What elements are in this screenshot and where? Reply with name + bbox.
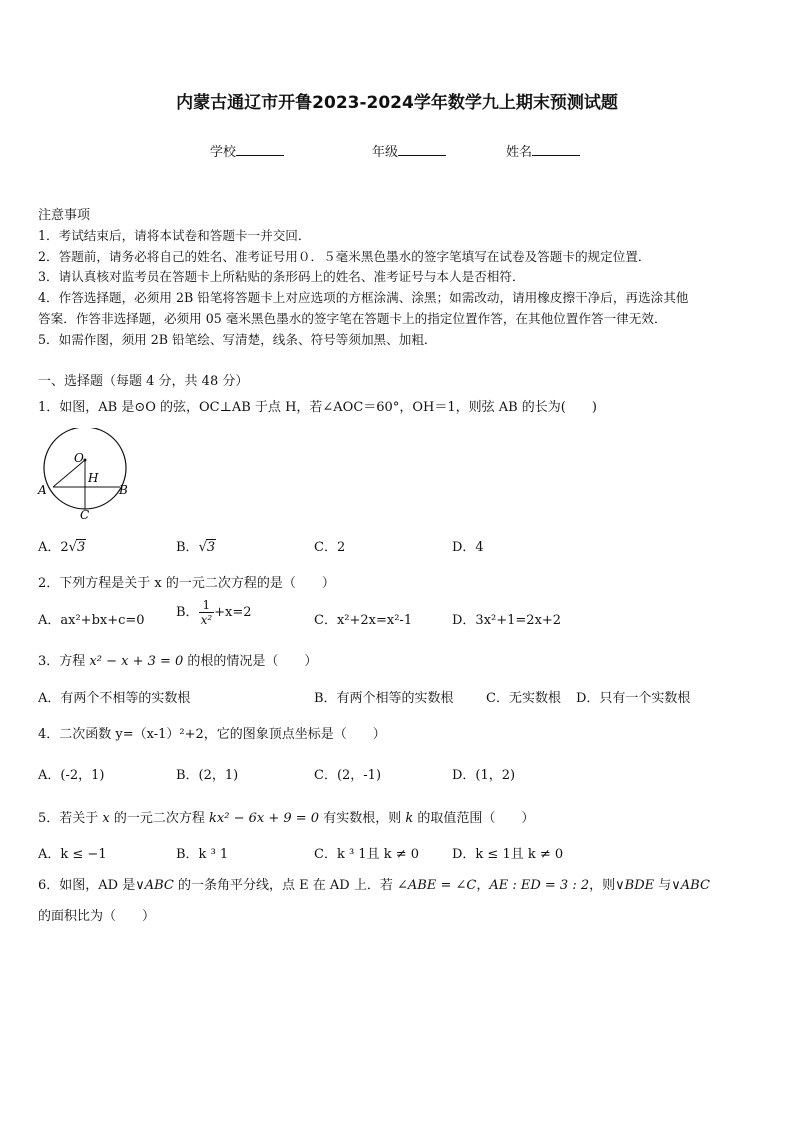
stem-text: 与 (654, 878, 672, 893)
equation: x² − x + 3 = 0 (89, 654, 184, 669)
label-c: C (80, 508, 90, 522)
question-4-option-c: C．(2，-1) (314, 768, 382, 783)
radical-sign: √ (198, 540, 207, 555)
label-a: A (38, 483, 47, 497)
question-2-option-d: D．3x²+1=2x+2 (452, 613, 562, 628)
question-4-option-a: A．(-2，1) (38, 768, 105, 783)
notice-item: 3．请认真核对监考员在答题卡上所粘贴的条形码上的姓名、准考证号与本人是否相符． (38, 269, 525, 284)
option-text: A．2 (38, 540, 69, 555)
question-2-option-b (176, 598, 252, 627)
question-1-option-c: C．2 (314, 540, 346, 555)
school-blank (236, 143, 284, 156)
question-5-option-a: A．k ≤ −1 (38, 847, 107, 862)
name-blank (532, 143, 580, 156)
grade-label: 年级 (372, 145, 399, 160)
notice-heading: 注意事项 (38, 208, 91, 223)
triangle-bde: ∨BDE (615, 878, 655, 893)
grade-field (372, 141, 446, 160)
radicand: 3 (76, 540, 86, 555)
angle-equation: ∠ABE = ∠C (396, 878, 477, 893)
question-6-stem-line-2: 的面积比为（ ） (38, 909, 156, 924)
point-o (84, 459, 87, 462)
stem-text: 5．若关于 (38, 811, 103, 826)
option-text: +x=2 (214, 605, 252, 620)
question-1-option-a (38, 536, 86, 555)
option-text: B． (176, 540, 199, 555)
name-field (506, 141, 580, 160)
question-2-stem: 2．下列方程是关于 x 的一元二次方程的是（ ） (38, 576, 335, 591)
notice-item: 4．作答选择题，必须用 2B 铅笔将答题卡上对应选项的方框涂满、涂黑；如需改动，请用橡皮擦干净后，再选涂其他 (38, 290, 689, 305)
stem-text: 6．如图，AD 是 (38, 878, 136, 893)
stem-text: 的一条角平分线，点 E 在 AD 上．若 (173, 878, 397, 893)
variable: k (405, 811, 414, 826)
stem-text: 的根的情况是（ ） (183, 654, 318, 669)
stem-text: ，则 (589, 878, 616, 893)
question-5-stem (38, 807, 534, 826)
notice-item: 答案．作答非选择题，必须用 05 毫米黑色墨水的签字笔在答题卡上的指定位置作答，在其他位置作答一律无效． (38, 311, 667, 326)
question-5-option-c: C．k ³ 1且 k ≠ 0 (314, 847, 420, 862)
question-3-option-c: C．无实数根 (486, 691, 561, 706)
question-3-stem (38, 650, 317, 669)
triangle-abc: ∨ABC (135, 878, 174, 893)
question-5-option-b: B．k ³ 1 (176, 847, 229, 862)
notice-item: 1．考试结束后，请将本试卷和答题卡一并交回． (38, 228, 311, 243)
denominator: x² (200, 613, 213, 627)
stem-text: 3．方程 (38, 654, 90, 669)
school-field (210, 141, 284, 160)
ratio: AE : ED = 3 : 2 (489, 878, 590, 893)
question-4-option-b: B．(2，1) (176, 768, 239, 783)
grade-blank (398, 143, 446, 156)
question-6-stem-line-1 (38, 874, 710, 893)
option-text: B． (176, 605, 199, 620)
name-label: 姓名 (506, 145, 533, 160)
label-b: B (119, 483, 128, 497)
radicand: 3 (206, 540, 216, 555)
notice-item: 2．答题前，请务必将自己的姓名、准考证号用０．５毫米黑色墨水的签字笔填写在试卷及答题卡的规定位置． (38, 249, 651, 264)
radical-sign: √ (68, 540, 77, 555)
question-1-stem: 1．如图，AB 是⊙O 的弦，OC⊥AB 于点 H，若∠AOC＝60°，OH＝1，则弦 AB 的长为( ) (38, 400, 597, 415)
label-h: H (88, 471, 99, 485)
triangle-abc: ∨ABC (671, 878, 710, 893)
school-label: 学校 (210, 145, 237, 160)
question-2-option-c: C．x²+2x=x²-1 (314, 613, 413, 628)
fraction (199, 598, 215, 627)
question-1-option-b (176, 536, 216, 555)
question-4-stem: 4．二次函数 y=（x-1）²+2，它的图象顶点坐标是（ ） (38, 727, 386, 742)
stem-text: 的取值范围（ ） (413, 811, 535, 826)
section-heading: 一、选择题（每题 4 分，共 48 分） (38, 374, 249, 389)
question-1-option-d: D．4 (452, 540, 484, 555)
stem-text: ， (476, 878, 490, 893)
question-3-option-b: B．有两个相等的实数根 (314, 691, 454, 706)
equation: kx² − 6x + 9 = 0 (209, 811, 320, 826)
question-5-option-d: D．k ≤ 1且 k ≠ 0 (452, 847, 564, 862)
question-3-option-d: D．只有一个实数根 (576, 691, 691, 706)
stem-text: 的一元二次方程 (109, 811, 210, 826)
page-title: 内蒙古通辽市开鲁2023-2024学年数学九上期末预测试题 (176, 93, 618, 113)
variable: x (102, 811, 110, 826)
question-4-option-d: D．(1，2) (452, 768, 516, 783)
notice-item: 5．如需作图，须用 2B 铅笔绘、写清楚，线条、符号等须加黑、加粗． (38, 332, 437, 347)
circle-diagram (34, 428, 134, 523)
label-o: O (74, 451, 84, 465)
question-2-option-a: A．ax²+bx+c=0 (38, 613, 145, 628)
stem-text: 有实数根，则 (319, 811, 406, 826)
question-3-option-a: A．有两个不相等的实数根 (38, 691, 191, 706)
numerator: 1 (199, 598, 215, 613)
